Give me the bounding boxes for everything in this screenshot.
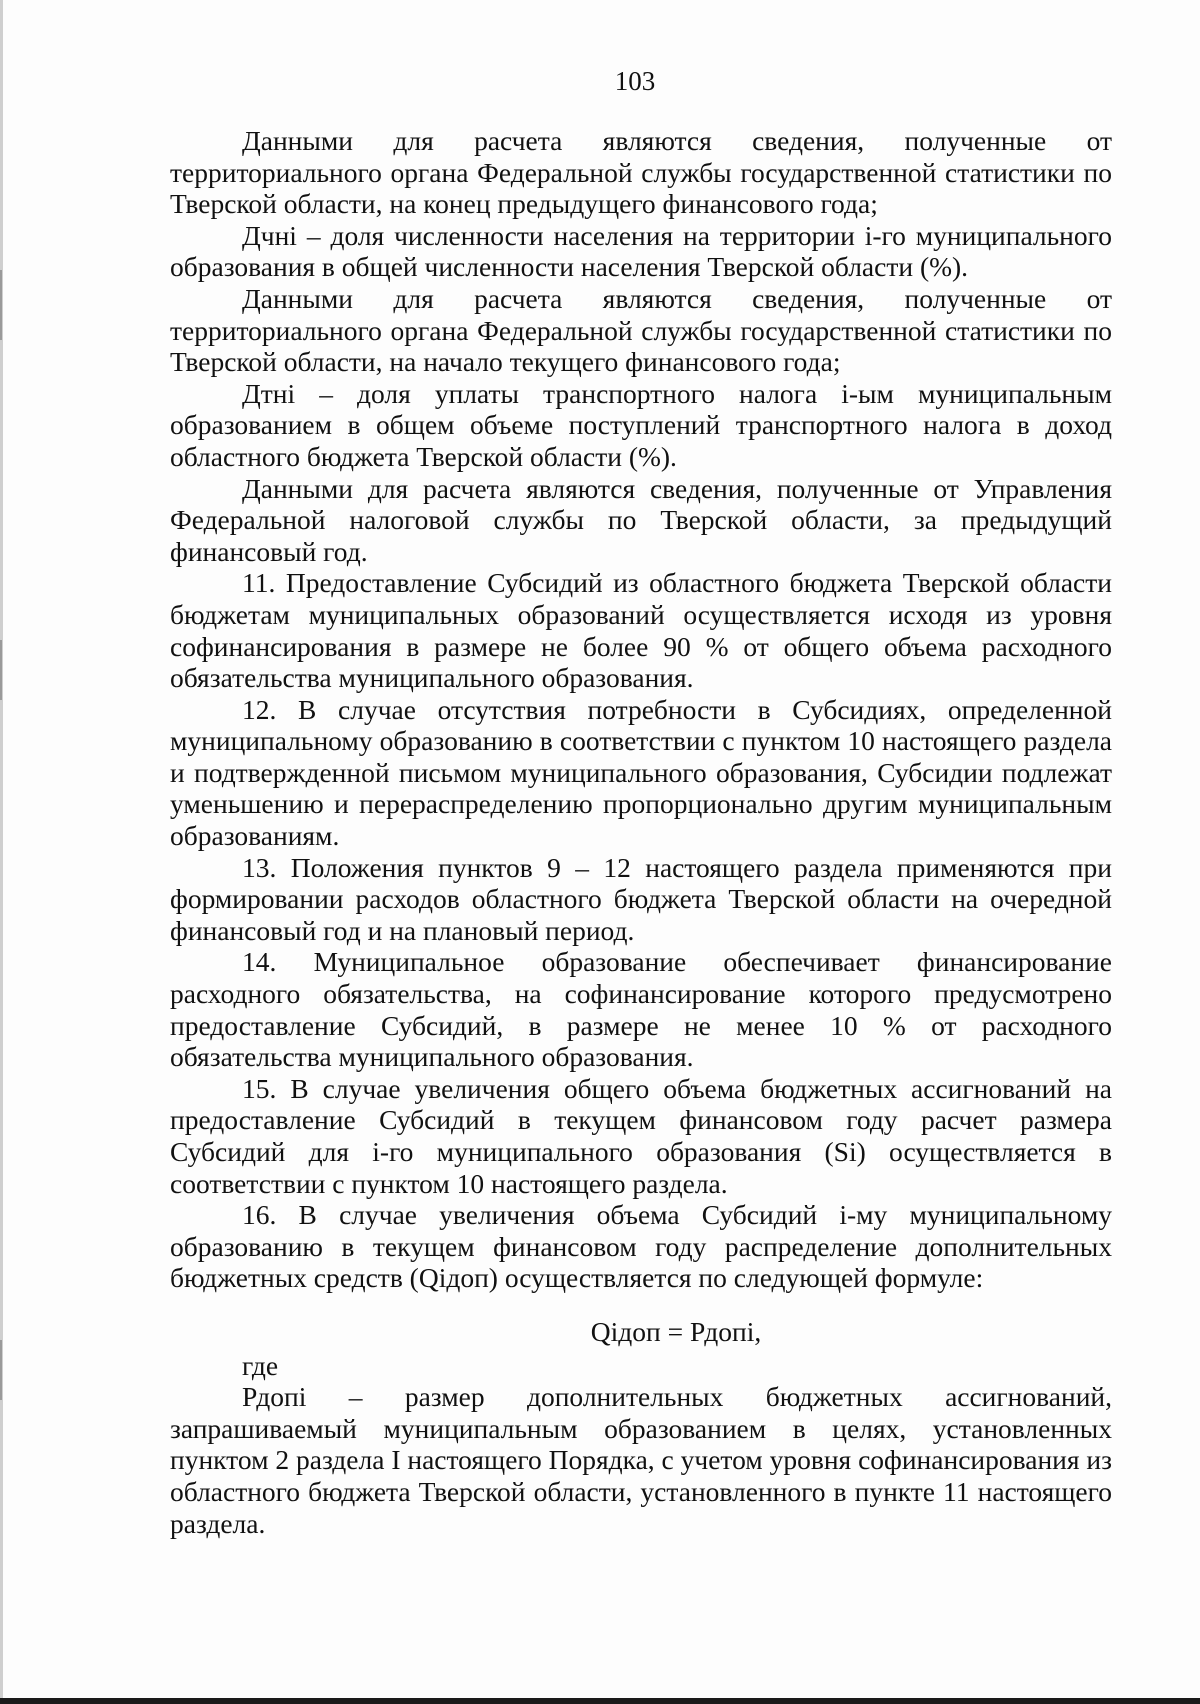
page-number: 103	[614, 66, 656, 96]
paragraph-item-11: 11. Предоставление Субсидий из областного бюджета Тверской области бюджетам муниципальных образований осуществляется исходя из уровня софинансирования в размере не более 90 % от общего объема расходного обязательства муниципального образования.	[170, 567, 1112, 694]
definition-paragraph: Рдопі – размер дополнительных бюджетных ассигнований, запрашиваемый муниципальным образованием в целях, установленных пунктом 2 раздела I настоящего Порядка, с учетом уровня софинансирования из областного бюджета Тверской области, установленного в пункте 11 настоящего раздела.	[170, 1381, 1112, 1539]
paragraph-item-13: 13. Положения пунктов 9 – 12 настоящего раздела применяются при формировании расходов областного бюджета Тверской области на очередной финансовый год и на плановый период.	[170, 851, 1112, 946]
paragraph: Дчні – доля численности населения на территории і-го муниципального образования в общей численности населения Тверской области (%).	[170, 219, 1112, 283]
scan-edge-bottom	[0, 1698, 1200, 1704]
paragraph-item-12: 12. В случае отсутствия потребности в Субсидиях, определенной муниципальному образованию в соответствии с пунктом 10 настоящего раздела и подтвержденной письмом муниципального образования, Субсидии подлежат уменьшению и перераспределению пропорционально другим муниципальным образованиям.	[170, 693, 1112, 852]
paragraph: Дтні – доля уплаты транспортного налога і-ым муниципальным образованием в общем объеме поступлений транспортного налога в доход областного бюджета Тверской области (%).	[170, 377, 1112, 472]
scan-mark	[0, 1340, 2, 1400]
paragraph-item-16: 16. В случае увеличения объема Субсидий і-му муниципальному образованию в текущем финансовом году распределение дополнительных бюджетных средств (Qiдоп) осуществляется по следующей формуле:	[170, 1199, 1112, 1294]
where-label: где	[242, 1349, 279, 1381]
document-body	[170, 125, 1112, 1539]
paragraph: Данными для расчета являются сведения, полученные от территориального органа Федеральной службы государственной статистики по Тверской области, на конец предыдущего финансового года;	[170, 125, 1112, 220]
formula: Qiдоп = Рдопі,	[590, 1315, 762, 1347]
paragraph-item-15: 15. В случае увеличения общего объема бюджетных ассигнований на предоставление Субсидий в текущем финансовом году расчет размера Субсидий для і-го муниципального образования (Si) осуществляется в соответствии с пунктом 10 настоящего раздела.	[170, 1072, 1112, 1199]
paragraph: Данными для расчета являются сведения, полученные от территориального органа Федеральной службы государственной статистики по Тверской области, на начало текущего финансового года;	[170, 282, 1112, 378]
scan-edge-left	[0, 0, 3, 1704]
scan-mark	[0, 270, 2, 340]
scan-mark	[0, 640, 2, 700]
paragraph: Данными для расчета являются сведения, полученные от Управления Федеральной налоговой службы по Тверской области, за предыдущий финансовый год.	[170, 472, 1112, 567]
paragraph-item-14: 14. Муниципальное образование обеспечивает финансирование расходного обязательства, на софинансирование которого предусмотрено предоставление Субсидий, в размере не менее 10 % от расходного обязательства муниципального образования.	[170, 946, 1112, 1073]
